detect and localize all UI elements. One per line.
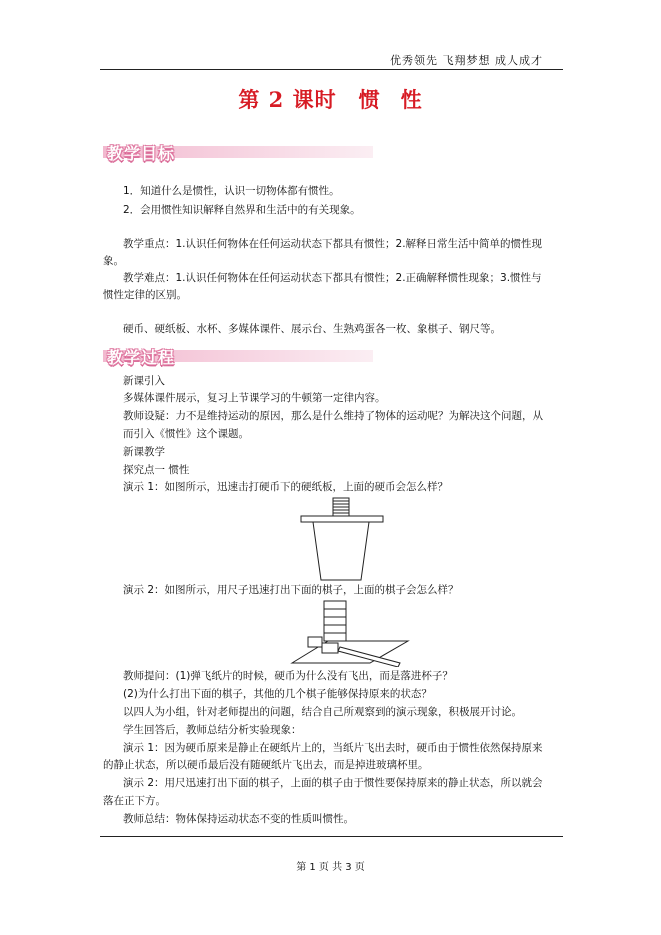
- intro-line-2: 教师设疑：力不是维持运动的原因，那么是什么维持了物体的运动呢？为解决这个问题，从: [123, 410, 543, 422]
- difficulties-line-1: 教学难点：1.认识任何物体在任何运动状态下都具有惯性；2.正确解释惯性现象；3.惯性与: [123, 272, 542, 284]
- materials-text: 硬币、硬纸板、水杯、多媒体课件、展示台、生熟鸡蛋各一枚、象棋子、钢尺等。: [123, 323, 501, 335]
- inquiry-point-1: 探究点一 惯性: [123, 464, 190, 476]
- explain-demo-1-line-2: 的静止状态，所以硬币最后没有随硬纸片飞出去，而是掉进玻璃杯里。: [103, 759, 429, 771]
- section-banner-process: [103, 344, 373, 366]
- key-points-line-1: 教学重点：1.认识任何物体在任何运动状态下都具有惯性；2.解释日常生活中简单的惯性现: [123, 238, 543, 250]
- teacher-question-1: 教师提问：(1)弹飞纸片的时候，硬币为什么没有飞出，而是落进杯子？: [123, 670, 453, 682]
- title-char-1: 惯: [358, 87, 381, 112]
- title-char-2: 性: [400, 87, 423, 112]
- coin-stack: [333, 498, 349, 516]
- goal-item-1: 1．知道什么是惯性，认识一切物体都有惯性。: [123, 185, 340, 197]
- explain-demo-1-line-1: 演示 1：因为硬币原来是静止在硬纸片上的，当纸片飞出去时，硬币由于惯性依然保持原来: [123, 742, 543, 754]
- chess-piece-stack: [324, 601, 346, 641]
- intro-line-3: 而引入《惯性》这个课题。: [123, 428, 249, 440]
- cardboard: [301, 516, 383, 522]
- new-lesson-heading: 新课教学: [123, 446, 165, 458]
- key-points-line-2: 象。: [103, 255, 124, 267]
- header-divider: [100, 69, 563, 70]
- cup: [313, 522, 369, 580]
- page-title: [0, 84, 661, 114]
- group-discussion: 以四人为小组，针对老师提出的问题，结合自己所观察到的演示现象，积极展开讨论。: [123, 706, 522, 718]
- demo-2-prompt: 演示 2：如图所示，用尺子迅速打出下面的棋子，上面的棋子会怎么样？: [123, 584, 459, 596]
- explain-demo-2-line-2: 落在正下方。: [103, 795, 166, 807]
- page-number: 第 1 页 共 3 页: [296, 862, 365, 873]
- figure-chess-stack: [290, 597, 410, 667]
- section-heading-goals: 教学目标: [107, 144, 176, 163]
- section-heading-process: 教学过程: [107, 348, 176, 367]
- figure-coin-cup: [296, 496, 386, 584]
- student-answer: 学生回答后，教师总结分析实验现象：: [123, 724, 302, 736]
- title-lesson: 第 2 课时: [238, 87, 337, 112]
- teacher-question-2: (2)为什么打出下面的棋子，其他的几个棋子能够保持原来的状态？: [123, 688, 432, 700]
- explain-demo-2-line-1: 演示 2：用尺迅速打出下面的棋子，上面的棋子由于惯性要保持原来的静止状态，所以就会: [123, 777, 543, 789]
- teacher-summary: 教师总结：物体保持运动状态不变的性质叫惯性。: [123, 813, 354, 825]
- header-motto: 优秀领先 飞翔梦想 成人成才: [390, 54, 543, 67]
- intro-line-1: 多媒体课件展示，复习上节课学习的牛顿第一定律内容。: [123, 392, 386, 404]
- demo-1-prompt: 演示 1：如图所示，迅速击打硬币下的硬纸板，上面的硬币会怎么样？: [123, 481, 449, 493]
- intro-heading: 新课引入: [123, 375, 165, 387]
- section-banner-goals: [103, 140, 373, 162]
- goal-item-2: 2．会用惯性知识解释自然界和生活中的有关现象。: [123, 204, 361, 216]
- difficulties-line-2: 惯性定律的区别。: [103, 289, 187, 301]
- footer-divider: [100, 836, 563, 837]
